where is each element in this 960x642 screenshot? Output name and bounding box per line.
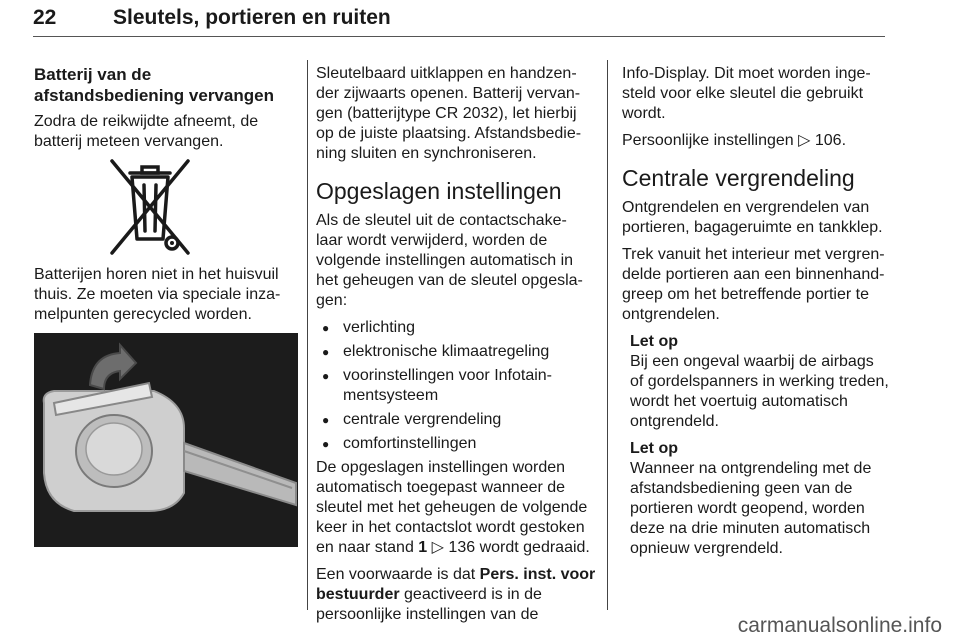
header-rule xyxy=(33,36,885,37)
page-reference[interactable]: 136 xyxy=(448,539,476,556)
settings-list xyxy=(316,318,596,454)
text-run: geactiveerd is in de persoonlijke instellingen van de xyxy=(316,586,542,623)
paragraph xyxy=(316,458,596,558)
page-reference[interactable]: 106. xyxy=(814,132,847,149)
paragraph: Info-Display. Dit moet worden inge- steld voor elke sleutel die gebruikt wordt. xyxy=(622,65,871,122)
list-item: ● verlichting xyxy=(316,318,596,338)
position-label: 1 xyxy=(418,539,428,556)
paragraph: Zodra de reikwijdte afneemt, de batterij meteen vervangen. xyxy=(34,113,259,150)
column-2 xyxy=(316,64,596,632)
note-text: Bij een ongeval waarbij de airbags of gordelspanners in werking treden, wordt het voertuig automatisch ontgrendeld. xyxy=(630,353,889,430)
text-run: De opgeslagen instellingen worden automatisch toegepast wanneer de sleutel met het geheugen de volgende keer in het contactslot wordt gestoken en naar stand xyxy=(316,459,588,556)
column-3 xyxy=(622,64,890,566)
column-1 xyxy=(34,64,299,547)
paragraph: Trek vanuit het interieur met vergren- delde portieren aan een binnenhand- greep om het betreffende portier te ontgrendelen. xyxy=(622,246,885,323)
list-item: ● voorinstellingen voor Infotain- mentsysteem xyxy=(316,366,596,406)
paragraph xyxy=(622,131,890,151)
note-title: Let op xyxy=(630,440,678,457)
paragraph: Sleutelbaard uitklappen en handzen- der zijwaarts openen. Batterij vervan- gen (batterijtype CR 2032), let hierbij op de juiste plaatsing. Afstandsbedie- ning sluiten en synchroniseren. xyxy=(316,65,582,162)
triangle-right-icon: ▷ xyxy=(798,132,811,149)
section-heading: Opgeslagen instellingen xyxy=(316,178,562,204)
paragraph: Batterijen horen niet in het huisvuil thuis. Ze moeten via speciale inza- melpunten gerecycled worden. xyxy=(34,266,281,323)
key-battery-illustration xyxy=(34,333,298,547)
note-box xyxy=(622,439,890,559)
text-run: Een voorwaarde is dat xyxy=(316,566,480,583)
paragraph xyxy=(316,565,596,625)
page-title: Sleutels, portieren en ruiten xyxy=(113,6,391,29)
setting-name: Pers. inst. voor bestuurder xyxy=(316,566,596,603)
page-header xyxy=(33,6,885,40)
list-item: ● comfortinstellingen xyxy=(316,434,596,454)
page-number: 22 xyxy=(33,6,57,29)
text-run: Persoonlijke instellingen xyxy=(622,132,799,149)
watermark: carmanualsonline.info xyxy=(737,614,942,637)
note-text: Wanneer na ontgrendeling met de afstandsbediening geen van de portieren wordt geopend, worden deze na drie minuten automatisch opnieuw vergrendeld. xyxy=(630,460,872,557)
column-divider xyxy=(307,60,308,610)
section-heading: Centrale vergrendeling xyxy=(622,165,855,191)
column-divider xyxy=(607,60,608,610)
paragraph: Als de sleutel uit de contactschake- laar wordt verwijderd, worden de volgende instellingen automatisch in het geheugen van de sleutel opgesla- gen: xyxy=(316,212,583,309)
note-box xyxy=(622,332,890,432)
paragraph: Ontgrendelen en vergrendelen van portieren, bagageruimte en tankklep. xyxy=(622,199,883,236)
note-title: Let op xyxy=(630,333,678,350)
crossed-out-bin-icon xyxy=(106,159,194,255)
list-item: ● centrale vergrendeling xyxy=(316,410,596,430)
triangle-right-icon: ▷ xyxy=(431,539,444,556)
text-run: wordt gedraaid. xyxy=(479,539,590,556)
list-item: ● elektronische klimaatregeling xyxy=(316,342,596,362)
section-heading: Batterij van de afstandsbediening vervangen xyxy=(34,65,274,105)
